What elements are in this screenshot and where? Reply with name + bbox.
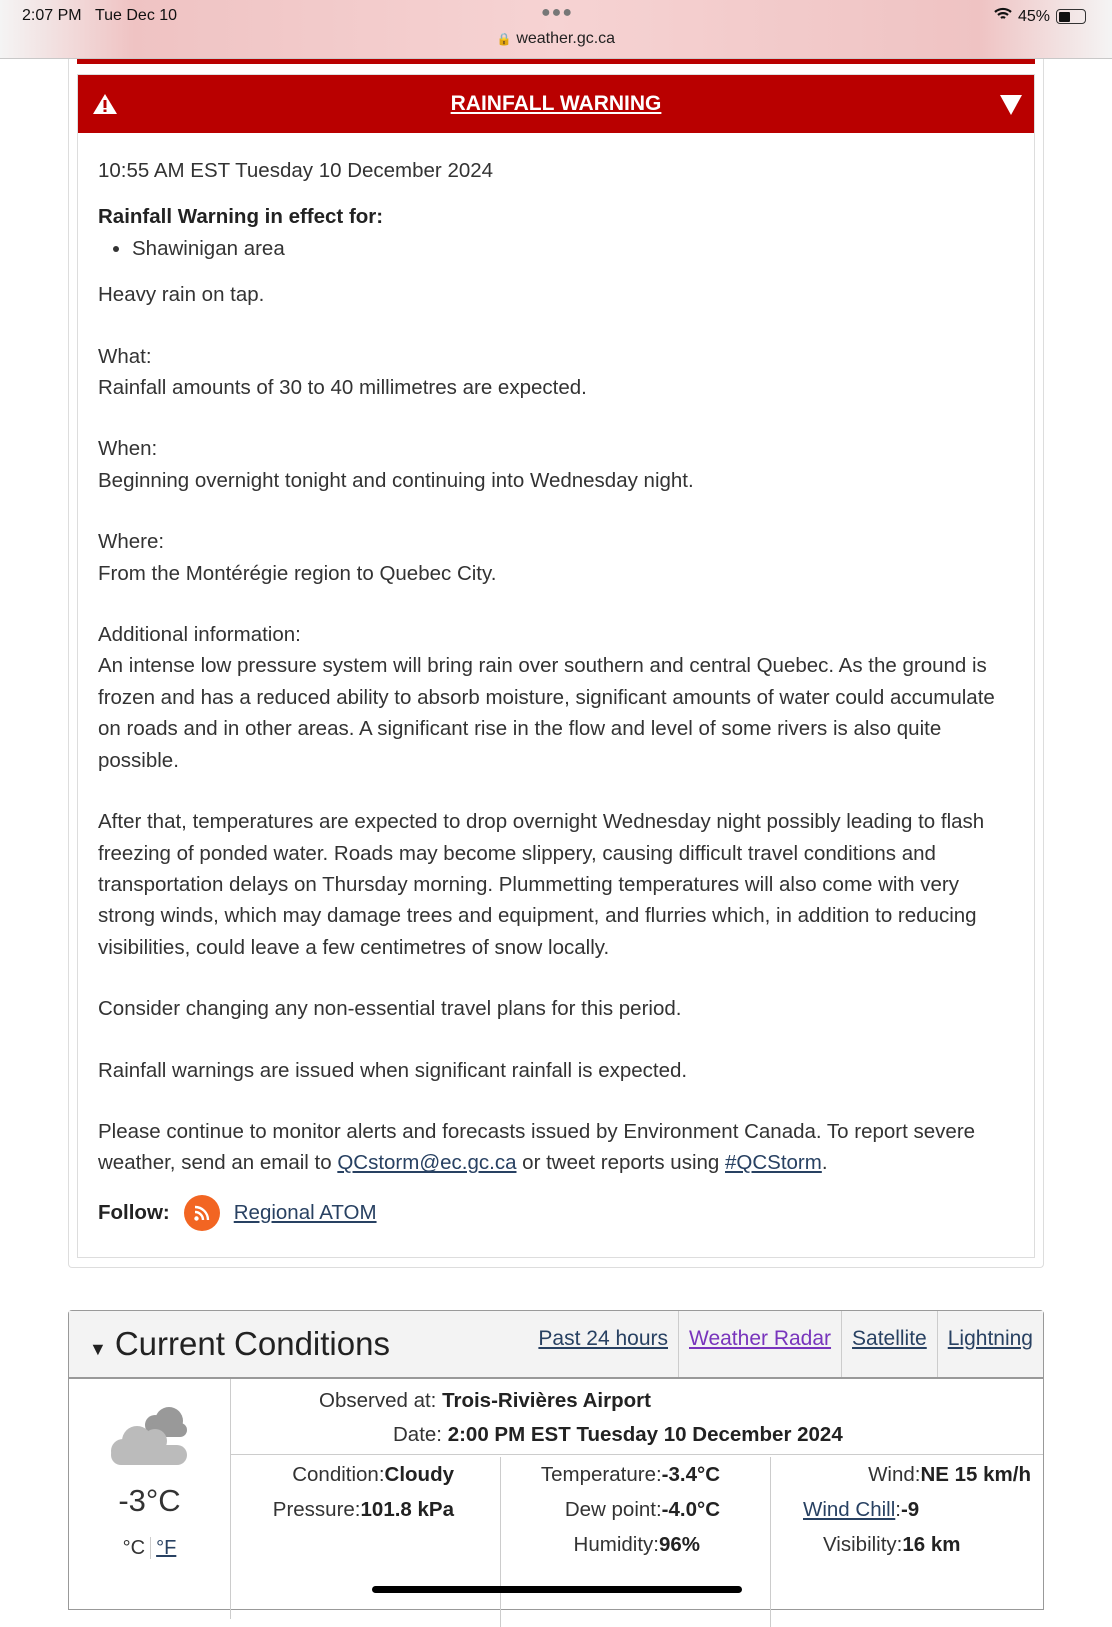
visibility: Visibility:16 km	[823, 1533, 961, 1556]
wind-chill: Wind Chill:-9	[803, 1498, 920, 1521]
consider-text: Consider changing any non-essential travel plans for this period.	[98, 997, 682, 1021]
battery-icon	[1056, 9, 1086, 24]
current-conditions	[68, 1310, 1044, 1610]
what-text: Rainfall amounts of 30 to 40 millimetres are expected.	[98, 376, 587, 400]
wifi-icon	[994, 7, 1012, 26]
collapse-triangle-icon[interactable]	[1000, 95, 1022, 120]
regional-atom-link[interactable]: Regional ATOM	[233, 1201, 377, 1225]
condition: Condition:Cloudy	[292, 1463, 454, 1486]
in-effect-label: Rainfall Warning in effect for:	[98, 205, 384, 229]
tab-past-24-hours[interactable]: Past 24 hours	[538, 1327, 668, 1350]
after-text: After that, temperatures are expected to drop overnight Wednesday night possibly leading to flash freezing of ponded water. Roads may become slippery, causing difficult travel conditions and transportation delays on Thursday morning. Plummetting temperatures will also come with very strong winds, which may damage trees and equipment, and flurries which, in addition to reducing visibilities, could leave a few centimetres of snow locally.	[98, 810, 985, 959]
home-indicator[interactable]	[372, 1586, 742, 1593]
additional-label: Additional information:	[98, 623, 301, 647]
observed-at: Observed at: Trois-Rivières Airport	[319, 1389, 651, 1412]
follow-label: Follow:	[98, 1201, 170, 1225]
wind-chill-link[interactable]: Wind Chill	[803, 1498, 896, 1521]
email-link[interactable]: QCstorm@ec.gc.ca	[337, 1151, 517, 1175]
url-bar[interactable]: 🔒 weather.gc.ca	[496, 30, 616, 47]
current-temperature: -3°C	[118, 1483, 181, 1518]
more-icon[interactable]: ●●●	[541, 4, 573, 21]
hashtag-link[interactable]: #QCStorm	[725, 1151, 822, 1175]
unit-celsius: °C	[122, 1537, 146, 1559]
when-text: Beginning overnight tonight and continuing into Wednesday night.	[98, 468, 694, 492]
issued-when-text: Rainfall warnings are issued when significant rainfall is expected.	[98, 1058, 688, 1082]
area-item: • Shawinigan area	[132, 233, 1014, 264]
tab-weather-radar[interactable]: Weather Radar	[678, 1311, 841, 1377]
monitor-text: Please continue to monitor alerts and forecasts issued by Environment Canada. To report severe weather, send an email to QCstorm@ec.gc.ca or tweet reports using #QCStorm.	[98, 1119, 976, 1175]
where-label: Where:	[98, 530, 165, 554]
unit-fahrenheit-link[interactable]: °F	[156, 1537, 177, 1559]
tab-lightning[interactable]: Lightning	[937, 1311, 1043, 1377]
status-time: 2:07 PM Tue Dec 10	[22, 7, 178, 24]
temperature: Temperature:-3.4°C	[540, 1463, 720, 1486]
battery-percent: 45%	[1017, 7, 1050, 25]
warning-header[interactable]	[78, 75, 1034, 133]
rss-icon[interactable]	[184, 1195, 220, 1231]
headline: Heavy rain on tap.	[98, 283, 265, 307]
when-label: When:	[98, 437, 158, 461]
where-text: From the Montérégie region to Quebec City.	[98, 561, 497, 585]
tab-satellite[interactable]: Satellite	[841, 1311, 937, 1377]
additional-text: An intense low pressure system will bring rain over southern and central Quebec. As the ground is frozen and has a reduced ability to absorb moisture, significant amounts of water could accumulate on roads and in other areas. A significant rise in the flow and level of some rivers is also quite possible.	[98, 654, 995, 772]
pressure: Pressure:101.8 kPa	[272, 1498, 454, 1521]
collapse-caret-icon: ▼	[89, 1339, 107, 1359]
wind: Wind:NE 15 km/h	[868, 1463, 1031, 1486]
lock-icon: 🔒	[496, 32, 512, 46]
current-conditions-title[interactable]: ▼ Current Conditions	[89, 1325, 390, 1362]
what-label: What:	[98, 344, 152, 368]
status-bar	[0, 0, 1112, 59]
dew-point: Dew point:-4.0°C	[564, 1498, 720, 1521]
humidity: Humidity:96%	[573, 1533, 700, 1556]
warning-title[interactable]: RAINFALL WARNING	[450, 92, 662, 115]
rainfall-warning	[77, 74, 1035, 1258]
observation-date: Date: 2:00 PM EST Tuesday 10 December 2024	[393, 1423, 843, 1446]
cloudy-icon	[107, 1399, 191, 1474]
issued-time: 10:55 AM EST Tuesday 10 December 2024	[98, 159, 494, 182]
